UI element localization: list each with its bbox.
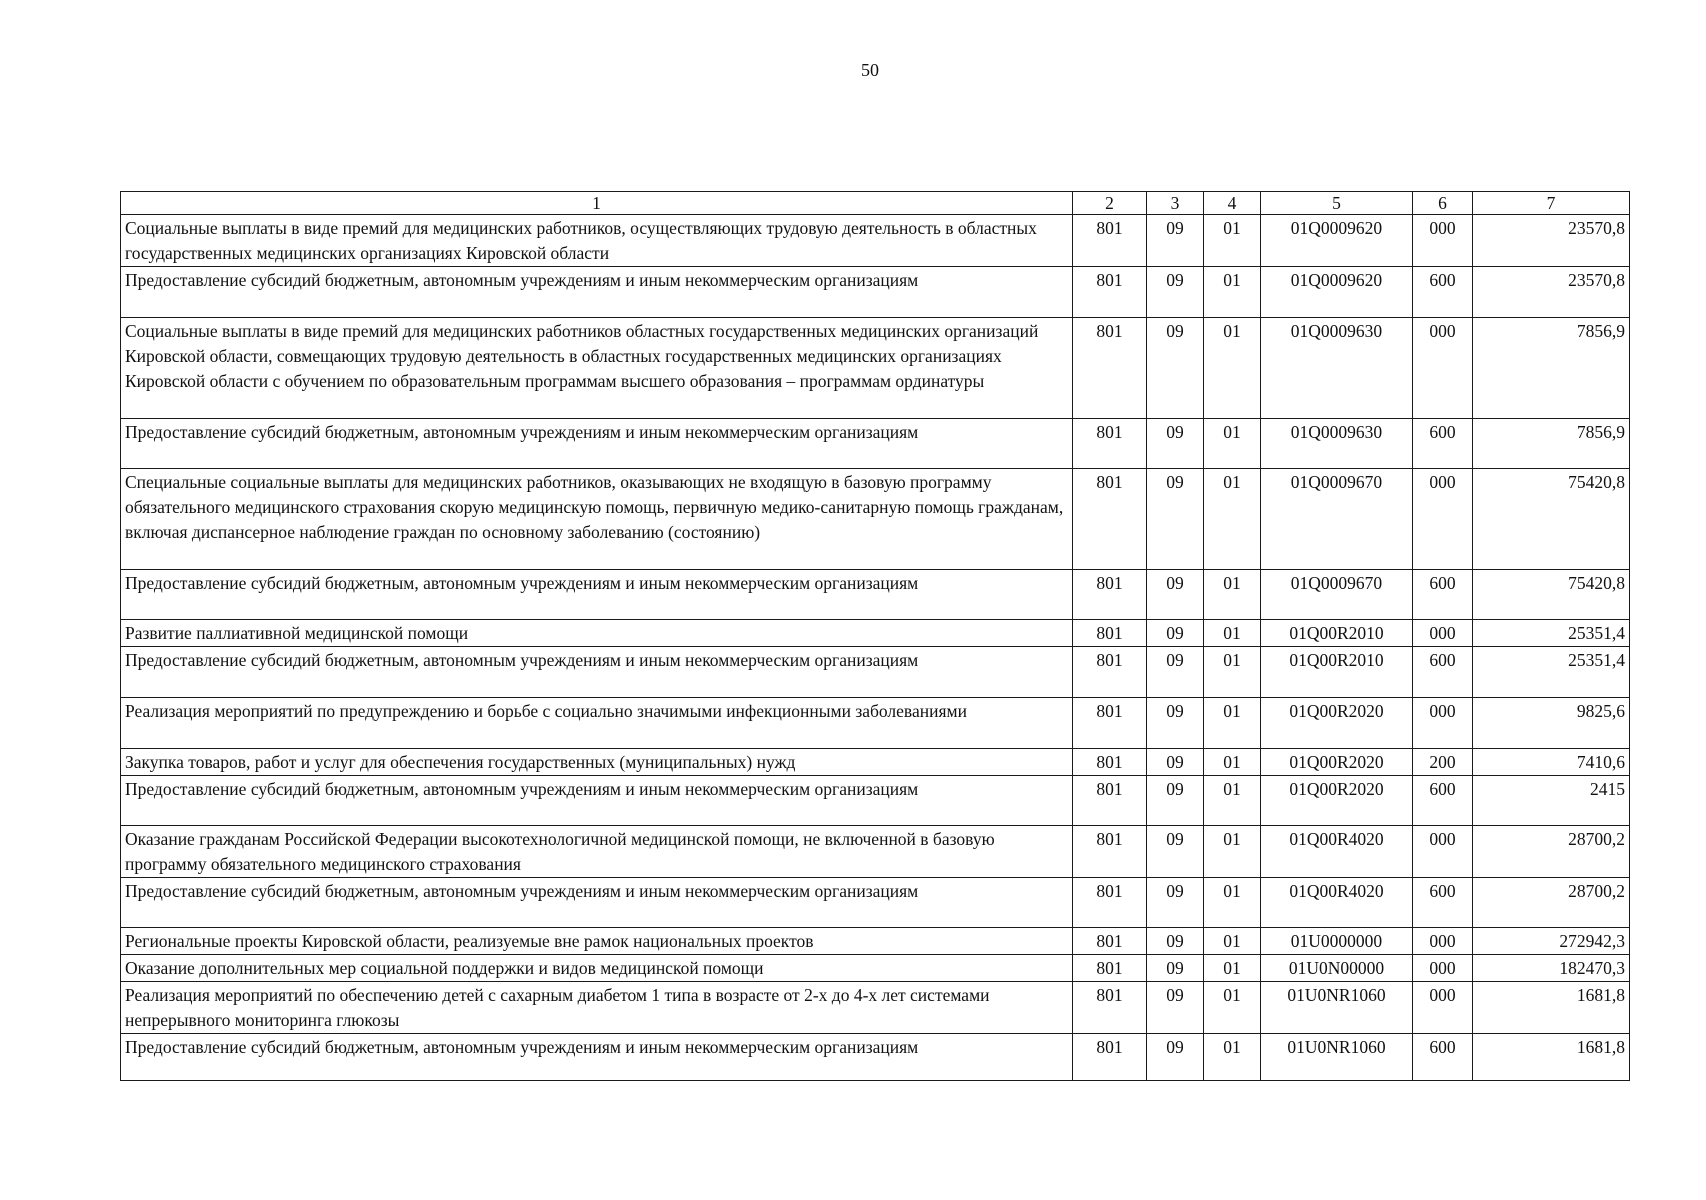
row-name: Предоставление субсидий бюджетным, автономным учреждениям и иным некоммерческим организациям	[121, 267, 1073, 318]
row-code-2: 801	[1073, 215, 1147, 267]
row-code-2: 801	[1073, 928, 1147, 955]
row-code-4: 01	[1204, 776, 1261, 826]
table-row	[121, 826, 1630, 878]
row-code-2: 801	[1073, 570, 1147, 620]
row-name: Социальные выплаты в виде премий для медицинских работников, осуществляющих трудовую деятельность в областных государственных медицинских организациях Кировской области	[121, 215, 1073, 267]
row-name: Реализация мероприятий по предупреждению и борьбе с социально значимыми инфекционными заболеваниями	[121, 698, 1073, 749]
row-name: Закупка товаров, работ и услуг для обеспечения государственных (муниципальных) нужд	[121, 749, 1073, 776]
row-code-3: 09	[1147, 570, 1204, 620]
row-code-5: 01Q0009630	[1261, 419, 1413, 469]
row-amount: 75420,8	[1473, 570, 1630, 620]
row-code-6: 600	[1413, 776, 1473, 826]
row-code-2: 801	[1073, 776, 1147, 826]
table-row	[121, 1034, 1630, 1081]
row-code-3: 09	[1147, 826, 1204, 878]
row-code-2: 801	[1073, 318, 1147, 419]
budget-table	[120, 191, 1630, 1081]
row-code-6: 600	[1413, 1034, 1473, 1081]
row-name: Оказание гражданам Российской Федерации высокотехнологичной медицинской помощи, не включенной в базовую программу обязательного медицинского страхования	[121, 826, 1073, 878]
row-name: Предоставление субсидий бюджетным, автономным учреждениям и иным некоммерческим организациям	[121, 1034, 1073, 1081]
page-number: 50	[861, 60, 879, 80]
table-row	[121, 928, 1630, 955]
header-col-5: 5	[1261, 192, 1413, 215]
row-name: Предоставление субсидий бюджетным, автономным учреждениям и иным некоммерческим организациям	[121, 570, 1073, 620]
row-code-4: 01	[1204, 878, 1261, 928]
table-row	[121, 570, 1630, 620]
row-code-5: 01Q00R2020	[1261, 698, 1413, 749]
row-code-4: 01	[1204, 570, 1261, 620]
row-code-6: 000	[1413, 215, 1473, 267]
row-name: Предоставление субсидий бюджетным, автономным учреждениям и иным некоммерческим организациям	[121, 878, 1073, 928]
row-code-3: 09	[1147, 419, 1204, 469]
row-code-3: 09	[1147, 215, 1204, 267]
row-code-6: 600	[1413, 570, 1473, 620]
row-amount: 25351,4	[1473, 647, 1630, 698]
row-code-5: 01Q00R2020	[1261, 776, 1413, 826]
row-name: Специальные социальные выплаты для медицинских работников, оказывающих не входящую в базовую программу обязательного медицинского страхования скорую медицинскую помощь, первичную медико-санитарную помощь гражданам, включая диспансерное наблюдение граждан по основному заболеванию (состоянию)	[121, 469, 1073, 570]
row-code-5: 01Q0009670	[1261, 469, 1413, 570]
row-code-2: 801	[1073, 878, 1147, 928]
header-col-6: 6	[1413, 192, 1473, 215]
row-code-6: 000	[1413, 469, 1473, 570]
row-code-4: 01	[1204, 955, 1261, 982]
row-amount: 75420,8	[1473, 469, 1630, 570]
row-code-2: 801	[1073, 749, 1147, 776]
row-code-2: 801	[1073, 647, 1147, 698]
header-col-3: 3	[1147, 192, 1204, 215]
row-code-4: 01	[1204, 928, 1261, 955]
row-amount: 28700,2	[1473, 826, 1630, 878]
row-amount: 1681,8	[1473, 1034, 1630, 1081]
table-header	[121, 192, 1630, 215]
row-code-4: 01	[1204, 620, 1261, 647]
table-row	[121, 955, 1630, 982]
table-row	[121, 698, 1630, 749]
row-code-5: 01U0NR1060	[1261, 1034, 1413, 1081]
table-row	[121, 982, 1630, 1034]
row-code-5: 01Q00R2010	[1261, 647, 1413, 698]
row-code-3: 09	[1147, 647, 1204, 698]
row-code-3: 09	[1147, 928, 1204, 955]
row-code-2: 801	[1073, 620, 1147, 647]
row-amount: 1681,8	[1473, 982, 1630, 1034]
row-code-3: 09	[1147, 267, 1204, 318]
row-amount: 28700,2	[1473, 878, 1630, 928]
row-amount: 7856,9	[1473, 318, 1630, 419]
row-code-5: 01Q00R4020	[1261, 878, 1413, 928]
row-amount: 7410,6	[1473, 749, 1630, 776]
table-row	[121, 215, 1630, 267]
table-row	[121, 267, 1630, 318]
table-row	[121, 469, 1630, 570]
table-row	[121, 620, 1630, 647]
row-code-3: 09	[1147, 469, 1204, 570]
row-code-3: 09	[1147, 982, 1204, 1034]
row-amount: 23570,8	[1473, 215, 1630, 267]
row-code-4: 01	[1204, 647, 1261, 698]
row-code-4: 01	[1204, 469, 1261, 570]
row-amount: 272942,3	[1473, 928, 1630, 955]
table-row	[121, 647, 1630, 698]
row-code-5: 01U0000000	[1261, 928, 1413, 955]
row-name: Социальные выплаты в виде премий для медицинских работников областных государственных медицинских организаций Кировской области, совмещающих трудовую деятельность в областных государственных медицинских организациях Кировской области с обучением по образовательным программам высшего образования – программам ординатуры	[121, 318, 1073, 419]
row-code-2: 801	[1073, 982, 1147, 1034]
header-row	[121, 192, 1630, 215]
table-row	[121, 419, 1630, 469]
row-code-5: 01U0N00000	[1261, 955, 1413, 982]
row-code-2: 801	[1073, 1034, 1147, 1081]
row-code-6: 000	[1413, 928, 1473, 955]
table-row	[121, 776, 1630, 826]
row-code-5: 01Q0009620	[1261, 267, 1413, 318]
row-code-6: 600	[1413, 419, 1473, 469]
row-code-4: 01	[1204, 419, 1261, 469]
row-code-2: 801	[1073, 698, 1147, 749]
header-col-1: 1	[121, 192, 1073, 215]
row-name: Предоставление субсидий бюджетным, автономным учреждениям и иным некоммерческим организациям	[121, 419, 1073, 469]
row-amount: 7856,9	[1473, 419, 1630, 469]
row-code-5: 01Q0009670	[1261, 570, 1413, 620]
row-code-5: 01Q00R2020	[1261, 749, 1413, 776]
row-code-6: 000	[1413, 955, 1473, 982]
row-code-3: 09	[1147, 698, 1204, 749]
row-code-4: 01	[1204, 826, 1261, 878]
row-name: Оказание дополнительных мер социальной поддержки и видов медицинской помощи	[121, 955, 1073, 982]
row-code-4: 01	[1204, 215, 1261, 267]
row-code-6: 000	[1413, 620, 1473, 647]
row-code-6: 000	[1413, 982, 1473, 1034]
row-code-3: 09	[1147, 878, 1204, 928]
row-code-6: 000	[1413, 826, 1473, 878]
row-code-5: 01Q0009630	[1261, 318, 1413, 419]
row-code-3: 09	[1147, 318, 1204, 419]
row-code-5: 01U0NR1060	[1261, 982, 1413, 1034]
row-code-5: 01Q00R4020	[1261, 826, 1413, 878]
table-body	[121, 215, 1630, 1081]
row-code-6: 200	[1413, 749, 1473, 776]
row-code-2: 801	[1073, 826, 1147, 878]
row-code-3: 09	[1147, 955, 1204, 982]
row-code-5: 01Q0009620	[1261, 215, 1413, 267]
row-code-5: 01Q00R2010	[1261, 620, 1413, 647]
row-code-4: 01	[1204, 698, 1261, 749]
row-name: Развитие паллиативной медицинской помощи	[121, 620, 1073, 647]
header-col-2: 2	[1073, 192, 1147, 215]
row-amount: 2415	[1473, 776, 1630, 826]
row-code-4: 01	[1204, 1034, 1261, 1081]
row-code-2: 801	[1073, 267, 1147, 318]
row-code-4: 01	[1204, 318, 1261, 419]
row-code-6: 600	[1413, 647, 1473, 698]
table-row	[121, 878, 1630, 928]
row-amount: 9825,6	[1473, 698, 1630, 749]
row-code-6: 600	[1413, 267, 1473, 318]
row-code-3: 09	[1147, 1034, 1204, 1081]
header-col-4: 4	[1204, 192, 1261, 215]
row-code-4: 01	[1204, 982, 1261, 1034]
row-code-6: 000	[1413, 318, 1473, 419]
row-code-3: 09	[1147, 749, 1204, 776]
row-code-6: 600	[1413, 878, 1473, 928]
row-amount: 23570,8	[1473, 267, 1630, 318]
table-row	[121, 749, 1630, 776]
row-name: Реализация мероприятий по обеспечению детей с сахарным диабетом 1 типа в возрасте от 2-х до 4-х лет системами непрерывного мониторинга глюкозы	[121, 982, 1073, 1034]
row-code-3: 09	[1147, 620, 1204, 647]
table-row	[121, 318, 1630, 419]
row-code-4: 01	[1204, 749, 1261, 776]
header-col-7: 7	[1473, 192, 1630, 215]
row-amount: 25351,4	[1473, 620, 1630, 647]
row-code-2: 801	[1073, 955, 1147, 982]
row-code-6: 000	[1413, 698, 1473, 749]
row-name: Региональные проекты Кировской области, реализуемые вне рамок национальных проектов	[121, 928, 1073, 955]
row-code-2: 801	[1073, 469, 1147, 570]
row-code-4: 01	[1204, 267, 1261, 318]
row-name: Предоставление субсидий бюджетным, автономным учреждениям и иным некоммерческим организациям	[121, 776, 1073, 826]
row-code-2: 801	[1073, 419, 1147, 469]
row-name: Предоставление субсидий бюджетным, автономным учреждениям и иным некоммерческим организациям	[121, 647, 1073, 698]
row-code-3: 09	[1147, 776, 1204, 826]
row-amount: 182470,3	[1473, 955, 1630, 982]
